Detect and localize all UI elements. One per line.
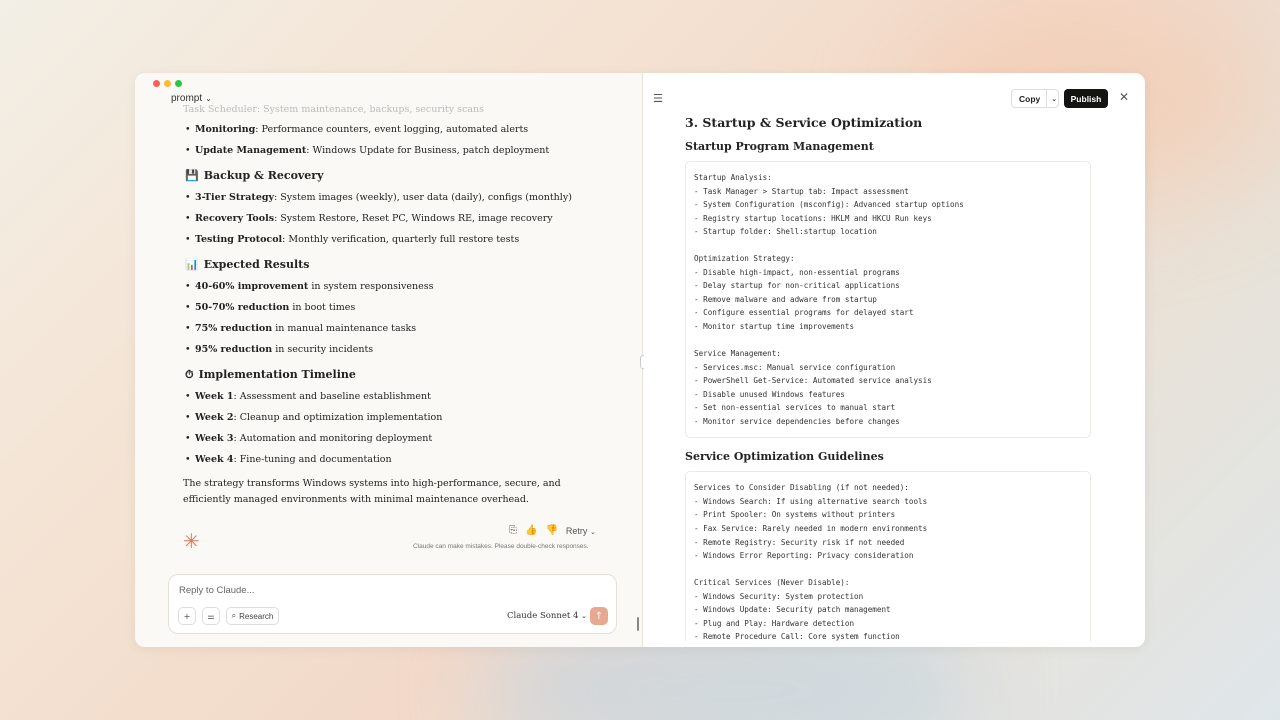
code-line: - Remote Registry: Security risk if not needed: [694, 537, 905, 547]
item-text: : Assessment and baseline establishment: [233, 391, 431, 402]
code-line: [694, 563, 1082, 577]
item-text: in system responsiveness: [308, 281, 434, 292]
item-text: : Cleanup and optimization implementation: [233, 412, 443, 423]
code-line: - Windows Update: Security patch management: [694, 605, 891, 615]
code-line: [694, 239, 1082, 253]
copy-label: Copy: [1012, 90, 1047, 107]
item-bold: Week 4: [195, 454, 234, 465]
thumbs-down-icon[interactable]: 👎: [545, 525, 558, 536]
add-button[interactable]: [178, 607, 196, 625]
item-bold: Week 2: [195, 412, 234, 423]
code-line: - Services.msc: Manual service configuration: [694, 362, 896, 372]
code-line: Service Management:: [694, 349, 781, 359]
artifact-panel: [644, 73, 1145, 647]
item-bold: 40-60% improvement: [195, 281, 309, 292]
chevron-down-icon[interactable]: ⌄: [1051, 94, 1058, 103]
list-item: [183, 123, 603, 136]
code-line: - Monitor service dependencies before changes: [694, 416, 900, 426]
list-icon[interactable]: ☰: [653, 92, 663, 105]
item-bold: 95% reduction: [195, 344, 273, 355]
list-item: [183, 280, 603, 293]
copy-icon[interactable]: ⎘: [509, 525, 517, 536]
item-text: : Windows Update for Business, patch deployment: [306, 145, 550, 156]
item-bold: Week 1: [195, 391, 234, 402]
list-item: [183, 144, 603, 157]
item-bold: Recovery Tools: [195, 213, 275, 224]
section-emoji-icon: ⏱: [185, 368, 194, 381]
section-emoji-icon: 💾: [185, 169, 199, 182]
code-line: Optimization Strategy:: [694, 254, 795, 264]
code-line: - Remote Procedure Call: Core system function: [694, 632, 900, 642]
retry-label: Retry: [565, 525, 588, 536]
code-line: - Monitor startup time improvements: [694, 322, 855, 332]
section-heading: 3. Startup & Service Optimization: [685, 115, 923, 130]
code-line: - Delay startup for non-critical applications: [694, 281, 900, 291]
item-bold: 75% reduction: [195, 323, 273, 334]
code-line: - Fax Service: Rarely needed in modern environments: [694, 524, 928, 534]
copy-button[interactable]: [1011, 89, 1059, 108]
top-list: [183, 123, 603, 157]
claude-logo-icon: ✳: [183, 529, 200, 553]
code-line: - Startup folder: Shell:startup location: [694, 227, 877, 237]
closing-paragraph: The strategy transforms Windows systems into high-performance, secure, and efficiently managed environments with minimal maintenance overhead.: [183, 478, 561, 505]
code-line: - Print Spooler: On systems without printers: [694, 510, 896, 520]
sections: [183, 169, 603, 466]
section-title: Implementation Timeline: [198, 368, 356, 381]
chevron-down-icon: ⌄: [581, 612, 587, 620]
chat-message: [183, 107, 603, 508]
code-line: Critical Services (Never Disable):: [694, 578, 850, 588]
code-line: - Disable high-impact, non-essential programs: [694, 267, 900, 277]
code-block-service: [685, 471, 1091, 641]
section-title: Backup & Recovery: [203, 169, 324, 182]
code-line: Services to Consider Disabling (if not needed):: [694, 483, 909, 493]
code-block-startup: [685, 161, 1091, 438]
code-line: - Configure essential programs for delayed start: [694, 308, 914, 318]
reply-box: [168, 574, 617, 634]
list-item: [183, 390, 603, 403]
close-window-button[interactable]: [153, 80, 160, 87]
item-bold: 3-Tier Strategy: [195, 192, 275, 203]
artifact-document: [685, 115, 1091, 647]
code-line: - System Configuration (msconfig): Advanced startup options: [694, 200, 964, 210]
code-line: - Windows Error Reporting: Privacy consideration: [694, 551, 914, 561]
code-line: - Remove malware and adware from startup: [694, 294, 877, 304]
plus-icon: +: [183, 611, 191, 621]
close-icon[interactable]: ✕: [1119, 90, 1130, 104]
item-bold: Week 3: [195, 433, 234, 444]
code-line: - Disable unused Windows features: [694, 389, 845, 399]
research-button[interactable]: [226, 607, 279, 625]
item-text: : Automation and monitoring deployment: [233, 433, 433, 444]
retry-button[interactable]: [566, 526, 596, 536]
list-item: [183, 301, 603, 314]
section-heading: [185, 368, 603, 382]
code-line: - Plug and Play: Hardware detection: [694, 618, 855, 628]
item-text: : Fine-tuning and documentation: [233, 454, 392, 465]
tools-button[interactable]: [202, 607, 220, 625]
sliders-icon: ⚌: [207, 611, 215, 621]
item-text: in security incidents: [272, 344, 374, 355]
section-title: Expected Results: [203, 258, 310, 271]
section-heading: [185, 169, 603, 183]
arrow-up-icon: ↑: [594, 610, 604, 622]
item-text: in manual maintenance tasks: [272, 323, 417, 334]
item-bold: Monitoring: [195, 124, 256, 135]
disclaimer: Claude can make mistakes. Please double-check responses.: [413, 543, 589, 550]
code-line: - Windows Security: System protection: [694, 591, 864, 601]
code-line: Startup Analysis:: [694, 173, 772, 182]
message-actions: [509, 525, 596, 536]
chat-panel: [135, 73, 643, 647]
list-item: [183, 411, 603, 424]
code-line: [694, 334, 1082, 348]
chevron-down-icon: ⌄: [589, 527, 596, 536]
faded-line: Task Scheduler: System maintenance, backups, security scans: [183, 105, 484, 115]
list-item: [183, 212, 603, 225]
search-icon: ⌕: [231, 611, 237, 620]
prompt-label: prompt: [171, 93, 203, 104]
list-item: [183, 343, 603, 356]
publish-button[interactable]: Publish: [1064, 89, 1108, 108]
minimize-window-button[interactable]: [164, 80, 171, 87]
list-item: [183, 322, 603, 335]
code-line: - Windows Search: If using alternative search tools: [694, 496, 928, 506]
subheading-startup: Startup Program Management: [685, 140, 874, 153]
list-item: [183, 432, 603, 445]
item-text: : Performance counters, event logging, automated alerts: [255, 124, 529, 135]
item-text: in boot times: [289, 302, 356, 313]
code-line: - Set non-essential services to manual start: [694, 403, 896, 413]
list-item: [183, 191, 603, 204]
research-label: Research: [239, 611, 274, 621]
window-controls: [153, 80, 182, 87]
item-text: : System images (weekly), user data (daily), configs (monthly): [274, 192, 572, 203]
list-item: [183, 453, 603, 466]
subheading-service: Service Optimization Guidelines: [685, 450, 884, 464]
model-selector[interactable]: [507, 611, 587, 621]
prompt-menu[interactable]: [171, 93, 212, 104]
code-line: - PowerShell Get-Service: Automated service analysis: [694, 376, 932, 386]
thumbs-up-icon[interactable]: 👍: [525, 525, 538, 536]
maximize-window-button[interactable]: [175, 80, 182, 87]
item-bold: Update Management: [195, 145, 307, 156]
item-bold: 50-70% reduction: [195, 302, 290, 313]
item-text: : Monthly verification, quarterly full restore tests: [282, 234, 520, 245]
section-heading: [185, 258, 603, 272]
list-item: [183, 233, 603, 246]
code-line: - Task Manager > Startup tab: Impact assessment: [694, 186, 909, 196]
item-bold: Testing Protocol: [195, 234, 283, 245]
reply-input[interactable]: [179, 585, 479, 596]
section-list: [183, 191, 603, 246]
send-button[interactable]: [590, 607, 608, 625]
model-label: Claude Sonnet 4: [507, 611, 579, 621]
section-emoji-icon: 📊: [185, 258, 199, 271]
app-window: [135, 73, 1145, 647]
chevron-down-icon: ⌄: [205, 94, 212, 103]
scrollbar[interactable]: [637, 617, 639, 631]
section-list: [183, 280, 603, 356]
item-text: : System Restore, Reset PC, Windows RE, image recovery: [274, 213, 553, 224]
code-line: - Registry startup locations: HKLM and HKCU Run keys: [694, 213, 932, 223]
section-list: [183, 390, 603, 466]
